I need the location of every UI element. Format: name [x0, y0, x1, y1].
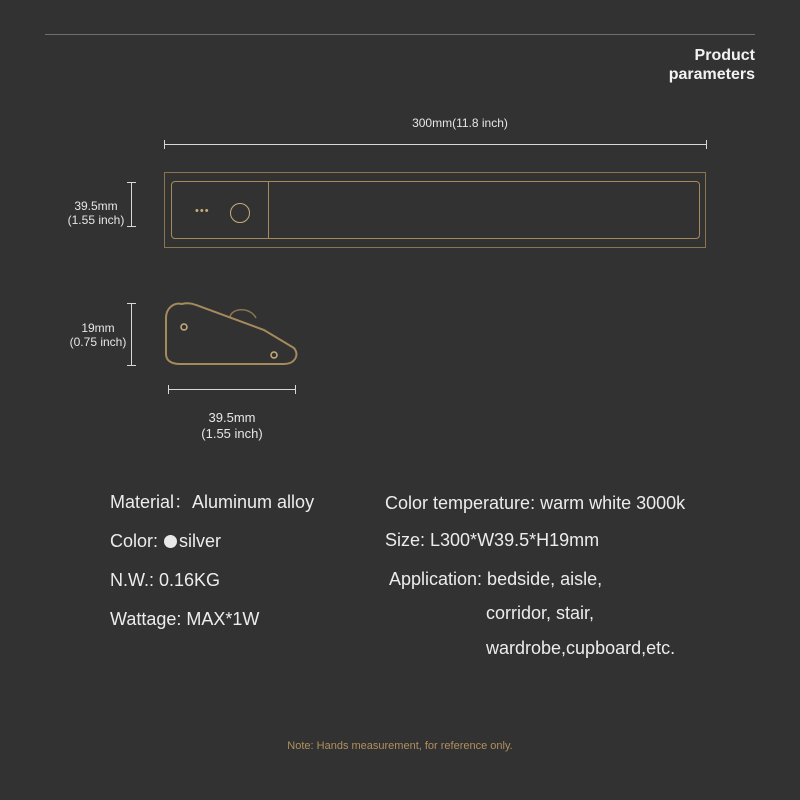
spec-application: Application: bedside, aisle, — [389, 569, 603, 589]
depth-dimension-label — [58, 321, 138, 349]
page-title-line-2: parameters — [668, 66, 755, 83]
depth-dimension-inch: (0.75 inch) — [69, 335, 127, 349]
side-width-tick-right — [295, 385, 296, 394]
height-dimension-inch: (1.55 inch) — [67, 213, 125, 227]
height-tick-top — [127, 182, 136, 183]
height-dimension-line — [131, 182, 132, 227]
spec-application-line-2: corridor, stair, — [486, 603, 595, 623]
spec-color-temperature: Color temperature: warm white 3000k — [385, 493, 686, 513]
spec-wattage: Wattage: MAX*1W — [110, 609, 260, 629]
spec-material: Material：Aluminum alloy — [110, 492, 315, 512]
length-dimension-line — [164, 144, 707, 145]
spec-color — [110, 530, 221, 552]
side-width-dimension-mm: 39.5mm — [208, 410, 256, 425]
depth-dimension-line — [131, 303, 132, 366]
side-width-dimension-inch: (1.55 inch) — [201, 426, 263, 441]
indicator-dots-icon: ••• — [195, 205, 210, 217]
silver-swatch-icon — [164, 535, 177, 548]
height-dimension-mm: 39.5mm — [74, 199, 118, 213]
height-dimension-label — [56, 199, 136, 227]
footnote: Note: Hands measurement, for reference only. — [287, 740, 513, 752]
spec-color-label: Color: — [110, 531, 159, 551]
lamp-panel-divider — [268, 182, 269, 238]
side-width-dimension-label — [182, 410, 282, 442]
depth-dimension-mm: 19mm — [81, 321, 115, 335]
spec-application-line-3: wardrobe,cupboard,etc. — [486, 638, 676, 658]
depth-tick-bottom — [127, 365, 136, 366]
lamp-side-profile-icon — [160, 296, 300, 368]
spec-color-value: silver — [179, 531, 222, 551]
height-tick-bottom — [127, 226, 136, 227]
lamp-front-panel — [171, 181, 700, 239]
depth-tick-top — [127, 303, 136, 304]
side-width-dimension-line — [168, 389, 296, 390]
spec-weight: N.W.: 0.16KG — [110, 570, 221, 590]
page-title — [669, 46, 755, 84]
spec-size: Size: L300*W39.5*H19mm — [385, 530, 600, 550]
page-title-line-1: Product — [694, 47, 755, 64]
side-width-tick-left — [168, 385, 169, 394]
lamp-front-view — [164, 172, 706, 248]
length-tick-right — [706, 140, 707, 149]
length-tick-left — [164, 140, 165, 149]
top-divider — [45, 34, 755, 35]
length-dimension-label: 300mm(11.8 inch) — [412, 116, 508, 130]
power-button-icon — [230, 203, 250, 223]
